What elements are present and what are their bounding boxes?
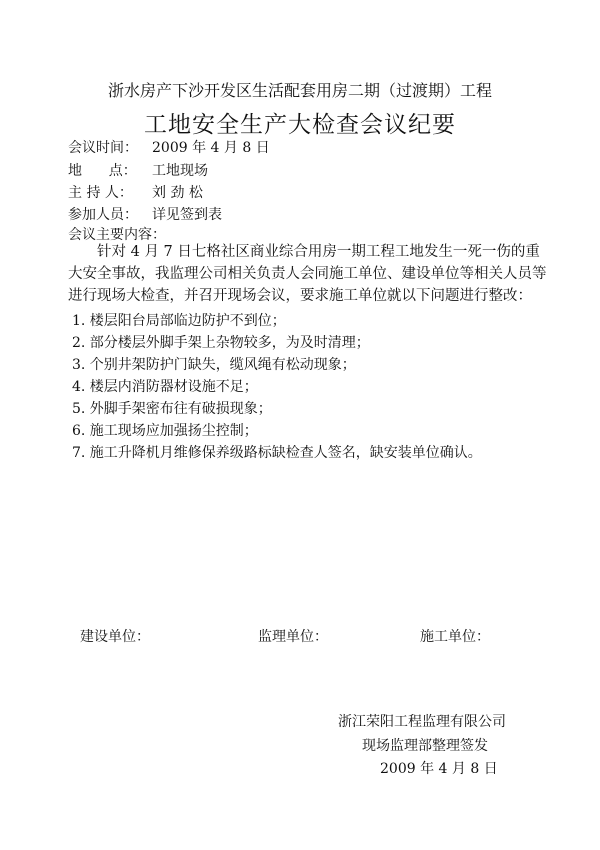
attendees-value: 详见签到表 bbox=[152, 207, 222, 223]
list-item: 2. 部分楼层外脚手架上杂物较多，为及时清理； bbox=[72, 335, 370, 351]
location-value: 工地现场 bbox=[152, 163, 208, 179]
project-title: 浙水房产下沙开发区生活配套用房二期（过渡期）工程 bbox=[107, 81, 492, 100]
meeting-time-value: 2009 年 4 月 8 日 bbox=[152, 140, 270, 156]
meeting-time-label: 会议时间： bbox=[68, 140, 138, 156]
list-item: 5. 外脚手架密布往有破损现象； bbox=[72, 401, 272, 417]
issue-date: 2009 年 4 月 8 日 bbox=[380, 761, 498, 777]
host-row bbox=[68, 182, 203, 202]
list-item: 1. 楼层阳台局部临边防护不到位； bbox=[72, 313, 286, 329]
host-label: 主 持 人： bbox=[68, 185, 133, 201]
supervisor-signature-label: 监理单位： bbox=[258, 629, 328, 645]
content-heading: 会议主要内容： bbox=[68, 227, 166, 243]
intro-paragraph: 针对 4 月 7 日七格社区商业综合用房一期工程工地发生一死一伤的重大安全事故，我监理公司相关负责人会同施工单位、建设单位等相关人员等进行现场大检查，并召开现场会议，要求施工单位就以下问题进行整改： bbox=[68, 244, 547, 304]
meeting-time-row bbox=[68, 137, 270, 157]
location-label: 地 点： bbox=[68, 163, 137, 179]
contractor-signature-label: 施工单位： bbox=[420, 629, 490, 645]
location-row bbox=[68, 160, 208, 180]
issuer-company: 浙江荣阳工程监理有限公司 bbox=[338, 714, 506, 730]
list-item: 4. 楼层内消防器材设施不足； bbox=[72, 379, 258, 395]
list-item: 3. 个别井架防护门缺失，缆风绳有松动现象； bbox=[72, 357, 356, 373]
owner-signature-label: 建设单位： bbox=[80, 629, 150, 645]
host-value: 刘 劲 松 bbox=[152, 185, 203, 201]
page-title: 工地安全生产大检查会议纪要 bbox=[144, 112, 456, 138]
issuer-department: 现场监理部整理签发 bbox=[362, 738, 488, 754]
list-item: 7. 施工升降机月维修保养级路标缺检查人签名，缺安装单位确认。 bbox=[72, 445, 482, 461]
list-item: 6. 施工现场应加强扬尘控制； bbox=[72, 423, 258, 439]
attendees-label: 参加人员： bbox=[68, 207, 138, 223]
attendees-row bbox=[68, 204, 222, 224]
